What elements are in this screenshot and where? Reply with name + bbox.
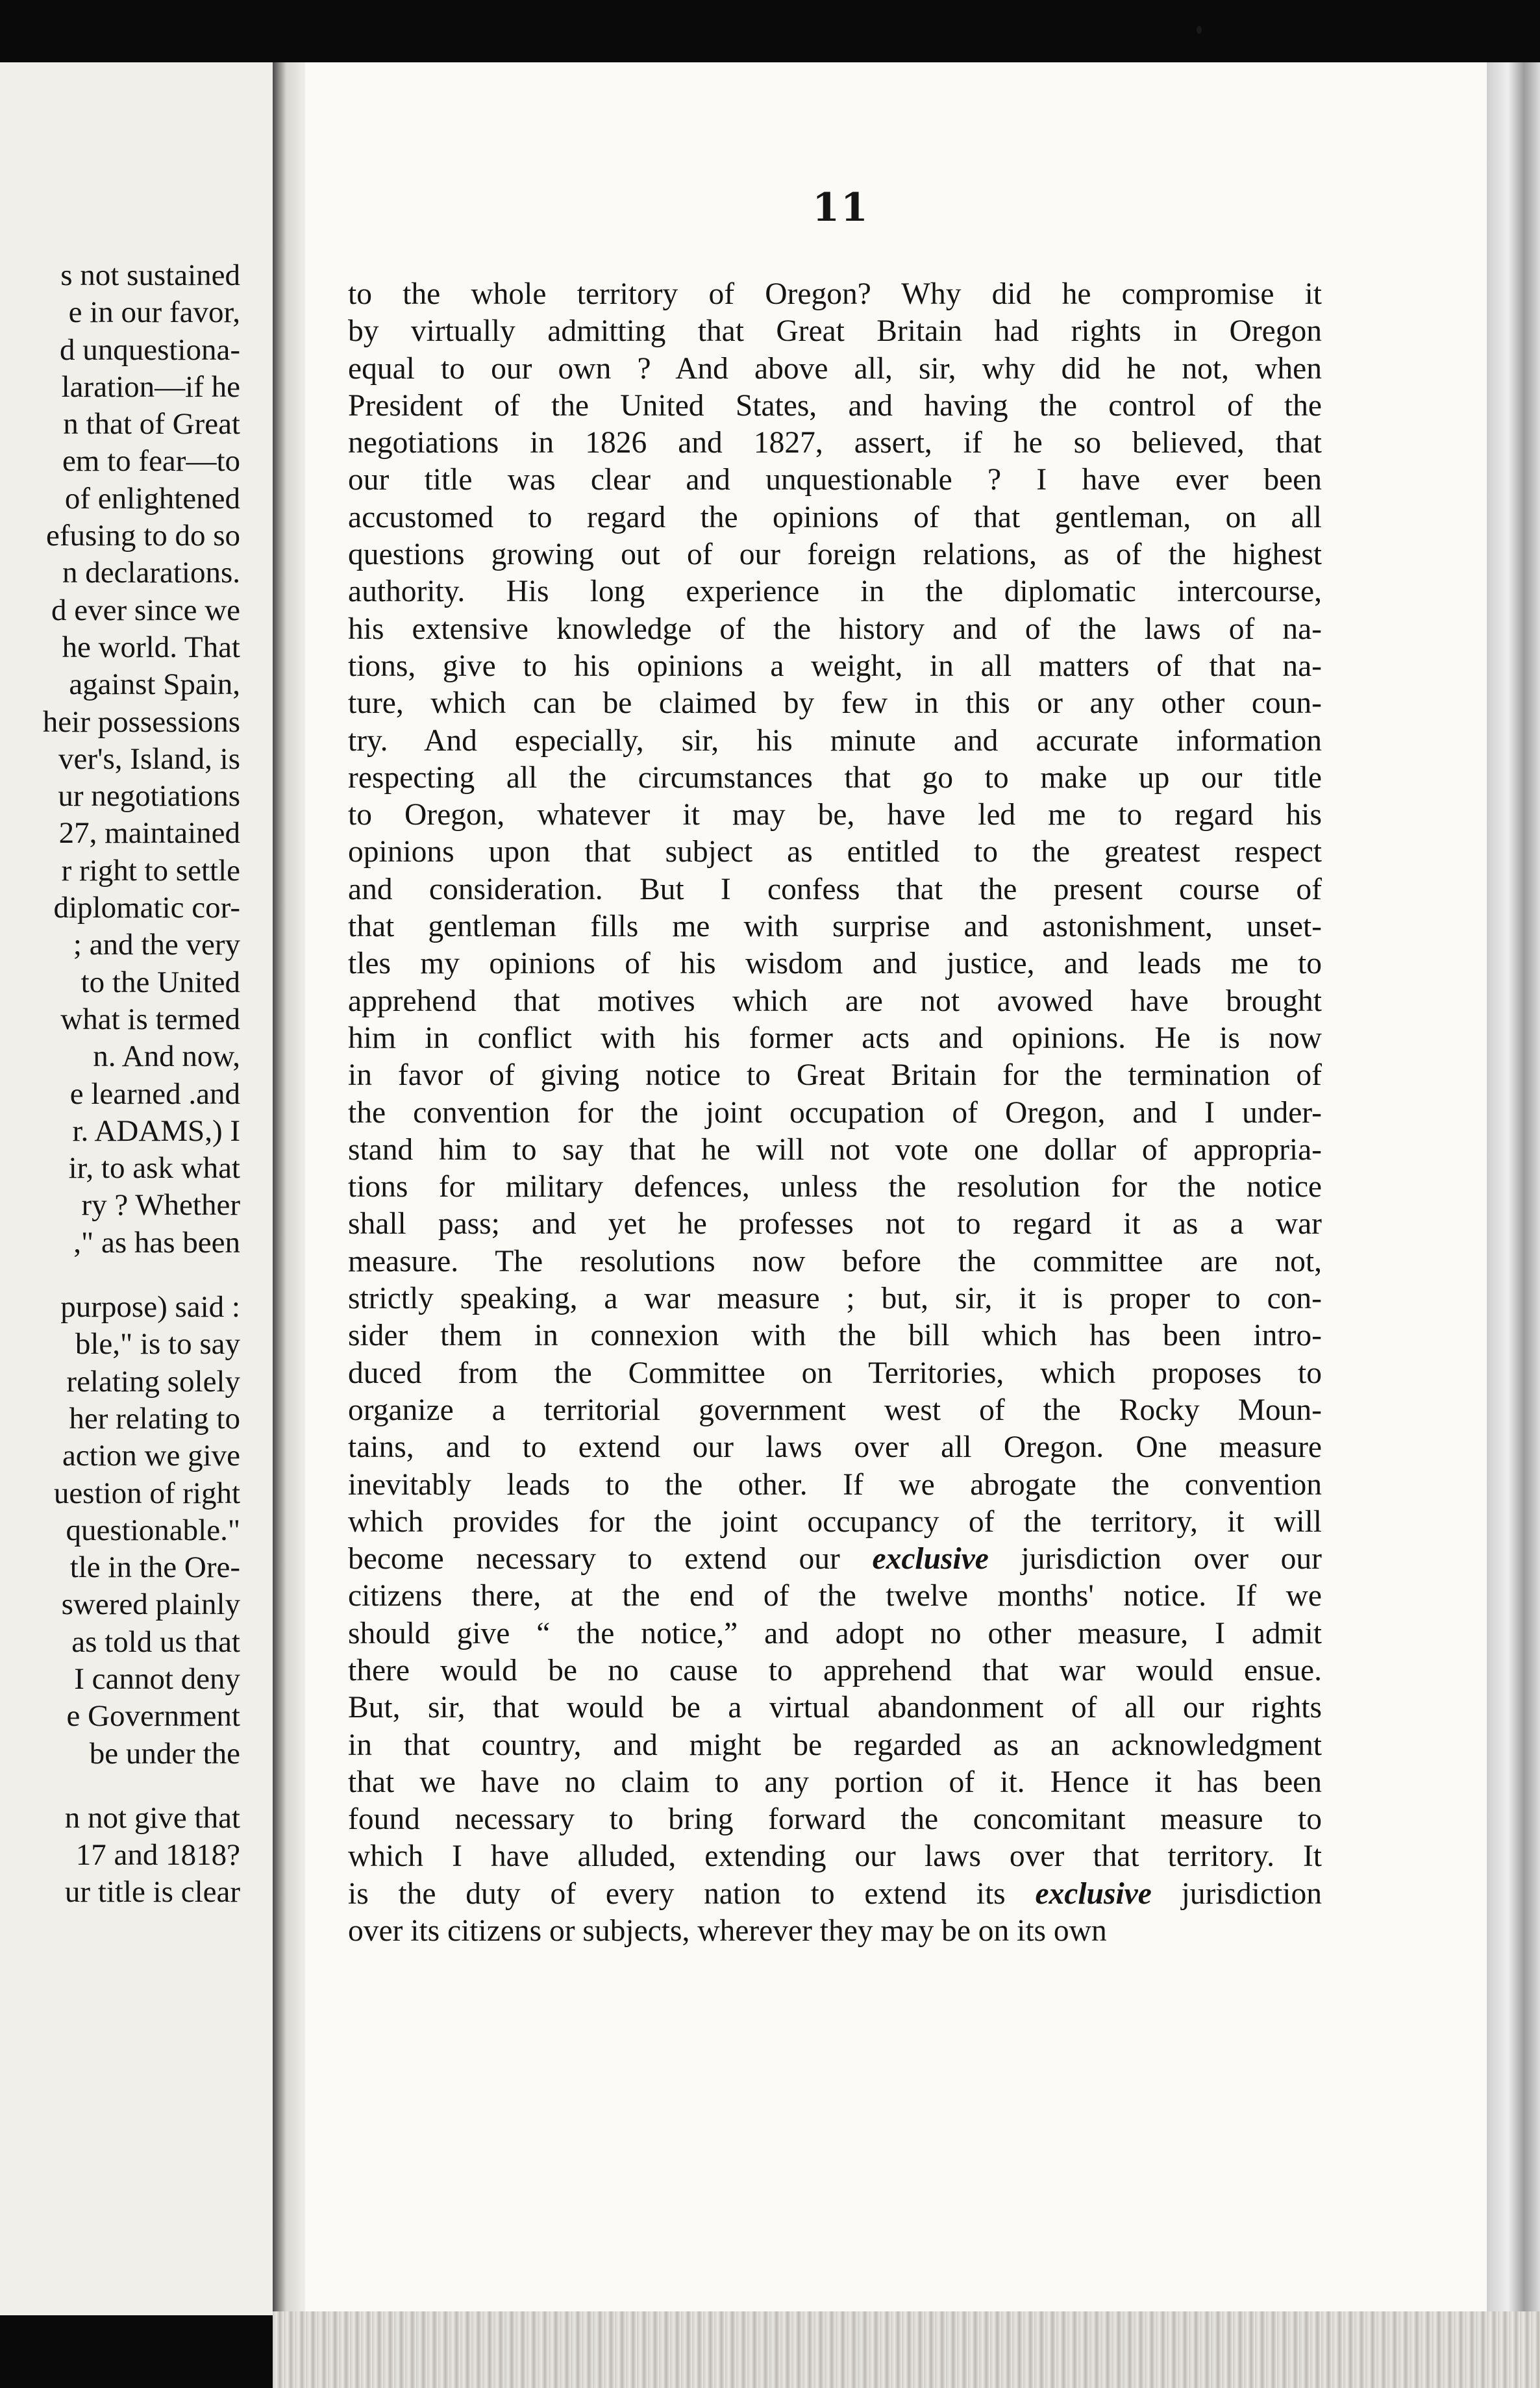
left-page-line: 17 and 1818? — [75, 1838, 240, 1872]
left-page-text — [0, 257, 240, 1911]
body-line: strictly speaking, a war measure ; but, sir, it is proper to con- — [348, 1282, 1322, 1316]
body-line: tles my opinions of his wisdom and justice, and leads me to — [348, 947, 1322, 981]
page-edge — [1487, 62, 1540, 2388]
body-line: questions growing out of our foreign relations, as of the highest — [348, 538, 1322, 572]
body-line: to Oregon, whatever it may be, have led me to regard his — [348, 798, 1322, 832]
left-page-line: be under the — [89, 1736, 240, 1771]
left-page-line: 27, maintained — [58, 816, 240, 851]
body-line: tains, and to extend our laws over all Oregon. One measure — [348, 1430, 1322, 1465]
left-page-line: ble," is to say — [75, 1327, 240, 1362]
left-page-line: swered plainly — [61, 1587, 240, 1622]
body-line: our title was clear and unquestionable ? I have ever been — [348, 463, 1322, 497]
body-line: which I have alluded, extending our laws over that territory. It — [348, 1839, 1322, 1874]
body-line: found necessary to bring forward the concomitant measure to — [348, 1802, 1322, 1837]
body-line: and consideration. But I confess that the present course of — [348, 872, 1322, 906]
body-line: stand him to say that he will not vote one dollar of appropria- — [348, 1132, 1322, 1167]
left-page-gap — [0, 1772, 240, 1800]
page-number: 11 — [812, 185, 869, 230]
left-page-line: heir possessions — [42, 704, 240, 739]
body-line: try. And especially, sir, his minute and accurate information — [348, 723, 1322, 758]
body-line: sider them in connexion with the bill which has been intro- — [348, 1319, 1322, 1353]
body-line: tions, give to his opinions a weight, in all matters of that na- — [348, 649, 1322, 683]
left-page-line: s not sustained — [60, 258, 240, 292]
body-line: accustomed to regard the opinions of that gentleman, on all — [348, 500, 1322, 534]
body-line: over its citizens or subjects, wherever they may be on its own — [348, 1914, 1107, 1948]
left-page-line: ry ? Whether — [81, 1188, 240, 1223]
left-page-line: n not give that — [64, 1800, 240, 1835]
left-page-line: em to fear—to — [62, 444, 240, 479]
body-line: respecting all the circumstances that go to make up our title — [348, 760, 1322, 795]
left-page-line: e in our favor, — [68, 295, 240, 330]
left-facing-page — [0, 62, 274, 2315]
left-page-line: tle in the Ore- — [69, 1550, 240, 1585]
body-line: authority. His long experience in the diplomatic intercourse, — [348, 575, 1322, 609]
left-page-line: her relating to — [69, 1401, 240, 1436]
left-page-line: n that of Great — [63, 407, 240, 442]
left-page-line: r. ADAMS,) I — [72, 1113, 240, 1148]
left-page-line: d unquestiona- — [59, 332, 240, 367]
left-page-line: purpose) said : — [60, 1290, 240, 1325]
left-page-line: ," as has been — [73, 1225, 240, 1260]
body-line: which provides for the joint occupancy of the territory, it will — [348, 1504, 1322, 1539]
body-line: shall pass; and yet he professes not to regard it as a war — [348, 1207, 1322, 1241]
body-line: in that country, and might be regarded as an acknowledgment — [348, 1728, 1322, 1762]
left-page-line: ur negotiations — [58, 779, 240, 814]
body-line: there would be no cause to apprehend that war would ensue. — [348, 1653, 1322, 1687]
body-line: measure. The resolutions now before the committee are not, — [348, 1244, 1322, 1278]
left-page-line: to the United — [81, 965, 240, 999]
body-line: tions for military defences, unless the resolution for the notice — [348, 1170, 1322, 1204]
left-page-line: n declarations. — [62, 556, 240, 590]
left-page-line: he world. That — [62, 630, 240, 664]
left-page-line: what is termed — [60, 1002, 240, 1036]
body-line: opinions upon that subject as entitled to the greatest respect — [348, 835, 1322, 869]
body-line: apprehend that motives which are not avowed have brought — [348, 984, 1322, 1018]
page-stack-edge — [273, 2311, 1540, 2388]
left-page-line: uestion of right — [53, 1476, 240, 1510]
body-line: in favor of giving notice to Great Britain for the termination of — [348, 1058, 1322, 1093]
body-line: is the duty of every nation to extend its exclusive jurisdiction — [348, 1876, 1322, 1911]
body-line: duced from the Committee on Territories, which proposes to — [348, 1356, 1322, 1390]
body-line: become necessary to extend our exclusive jurisdiction over our — [348, 1542, 1322, 1576]
body-line: inevitably leads to the other. If we abrogate the convention — [348, 1467, 1322, 1502]
left-page-line: r right to settle — [61, 853, 240, 888]
scan-speck — [1197, 26, 1202, 34]
left-page-line: diplomatic cor- — [53, 891, 240, 925]
left-page-line: laration—if he — [61, 369, 240, 404]
body-line: organize a territorial government west of the Rocky Moun- — [348, 1393, 1322, 1427]
left-page-gap — [0, 1262, 240, 1289]
left-page-line: as told us that — [71, 1624, 240, 1659]
body-line: But, sir, that would be a virtual abandonment of all our rights — [348, 1691, 1322, 1725]
left-page-line: e Government — [66, 1699, 240, 1734]
body-line: President of the United States, and having the control of the — [348, 388, 1322, 423]
left-page-line: d ever since we — [51, 593, 240, 627]
left-page-line: ir, to ask what — [68, 1151, 240, 1186]
body-text — [348, 276, 1322, 1950]
body-line: negotiations in 1826 and 1827, assert, if he so believed, that — [348, 426, 1322, 460]
body-line: his extensive knowledge of the history and of the laws of na- — [348, 612, 1322, 646]
body-line: him in conflict with his former acts and opinions. He is now — [348, 1021, 1322, 1055]
body-line: that we have no claim to any portion of it. Hence it has been — [348, 1765, 1322, 1799]
left-page-line: ur title is clear — [64, 1875, 240, 1909]
body-line: that gentleman fills me with surprise and astonishment, unset- — [348, 910, 1322, 944]
body-line: equal to our own ? And above all, sir, why did he not, when — [348, 351, 1322, 386]
left-page-line: e learned .and — [69, 1076, 240, 1111]
body-line: ture, which can be claimed by few in this or any other coun- — [348, 686, 1322, 721]
left-page-line: against Spain, — [69, 667, 240, 702]
body-line: should give “ the notice,” and adopt no other measure, I admit — [348, 1616, 1322, 1650]
left-page-line: of enlightened — [64, 481, 240, 516]
body-line: the convention for the joint occupation of Oregon, and I under- — [348, 1095, 1322, 1130]
left-page-line: ; and the very — [73, 928, 240, 962]
left-page-line: action we give — [62, 1439, 240, 1473]
body-line: to the whole territory of Oregon? Why did he compromise it — [348, 277, 1322, 311]
left-page-line: efusing to do so — [46, 519, 240, 553]
left-page-line: n. And now, — [93, 1039, 240, 1074]
left-page-line: relating solely — [66, 1364, 240, 1399]
left-page-line: I cannot deny — [74, 1661, 240, 1696]
left-page-line: questionable." — [66, 1513, 240, 1547]
left-page-line: ver's, Island, is — [58, 741, 240, 776]
body-line: citizens there, at the end of the twelve months' notice. If we — [348, 1579, 1322, 1613]
body-line: by virtually admitting that Great Britain had rights in Oregon — [348, 314, 1322, 349]
